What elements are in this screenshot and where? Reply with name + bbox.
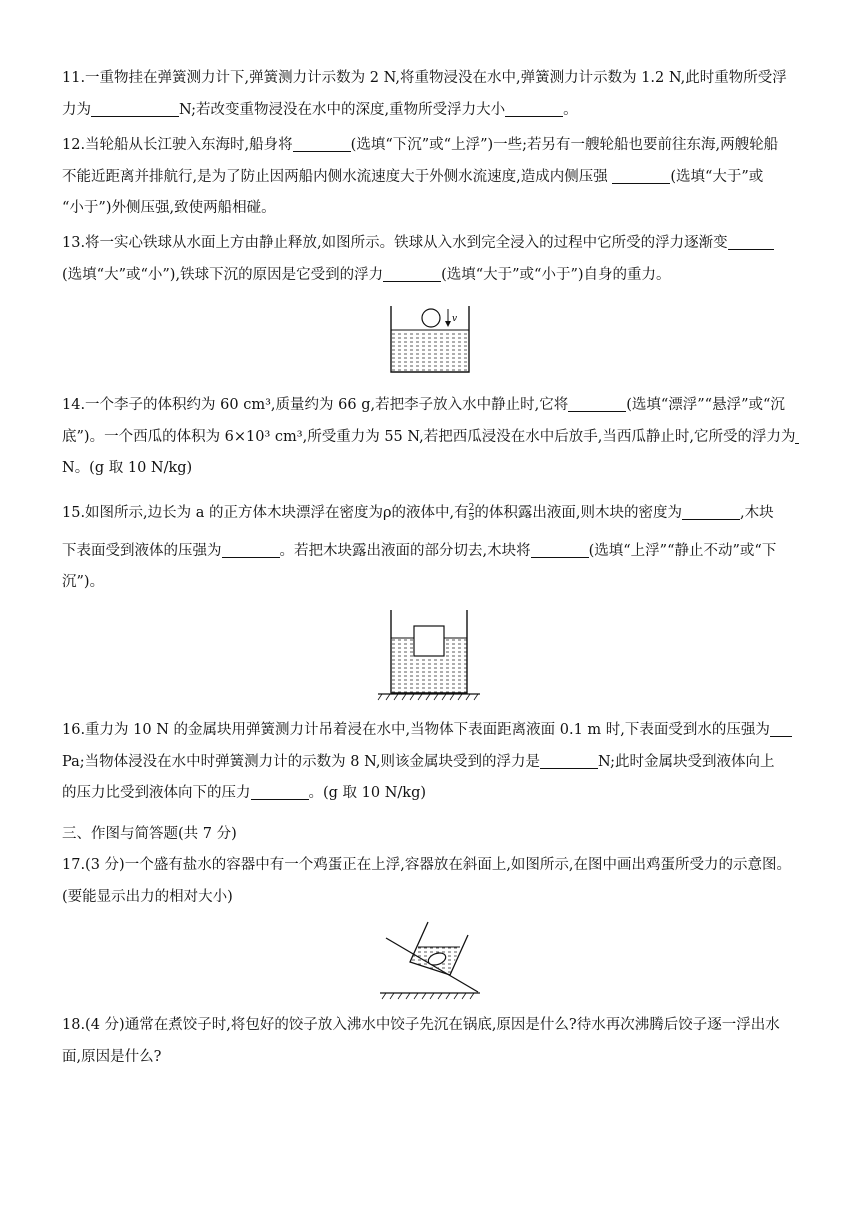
q14-line2: 底”)。一个西瓜的体积为 6×10³ cm³,所受重力为 55 N,若把西瓜浸没在水中后放手,当西瓜静止时,它所受的浮力为 bbox=[62, 422, 802, 454]
q13-line1: 13.将一实心铁球从水面上方由静止释放,如图所示。铁球从入水到完全浸入的过程中它所受的浮力逐渐变 bbox=[62, 228, 802, 260]
fraction: $\frac{2}{5}$ bbox=[468, 502, 475, 523]
answer-blank[interactable] bbox=[383, 265, 441, 281]
q12-line2: 不能近距离并排航行,是为了防止因两船内侧水流速度大于外侧水流速度,造成内侧压强 (选填“大于”或 bbox=[62, 168, 764, 185]
q11-line1: 11.一重物挂在弹簧测力计下,弹簧测力计示数为 2 N,将重物浸没在水中,弹簧测力计示数为 1.2 N,此时重物所受浮 bbox=[62, 70, 787, 86]
q16-line2: Pa;当物体浸没在水中时弹簧测力计的示数为 8 N,则该金属块受到的浮力是 N;此时金属块受到液体向上 bbox=[62, 753, 775, 770]
q15-line1: 15.如图所示,边长为 a 的正方体木块漂浮在密度为ρ的液体中,有 $\frac{2}{5}$ 的体积露出液面,则木块的密度为 ,木块 bbox=[62, 502, 774, 523]
answer-blank[interactable] bbox=[251, 784, 309, 800]
q14-line1: 14.一个李子的体积约为 60 cm³,质量约为 66 g,若把李子放入水中静止时,它将 (选填“漂浮”“悬浮”或“沉 bbox=[62, 397, 785, 413]
answer-blank[interactable] bbox=[770, 721, 792, 737]
q16-line3: 的压力比受到液体向下的压力 。(g 取 10 N/kg) bbox=[62, 785, 427, 801]
q13-line2: (选填“大”或“小”),铁球下沉的原因是它受到的浮力 (选填“大于”或“小于”)自身的重力。 bbox=[62, 266, 671, 283]
answer-blank[interactable] bbox=[540, 752, 598, 768]
floating-block-figure bbox=[374, 606, 484, 702]
wooden-block bbox=[414, 626, 444, 656]
iron-ball bbox=[422, 309, 440, 327]
q17-line1: 17.(3 分)一个盛有盐水的容器中有一个鸡蛋正在上浮,容器放在斜面上,如图所示,在图中画出鸡蛋所受力的示意图。 bbox=[62, 857, 792, 873]
q15-line2: 下表面受到液体的压强为 。若把木块露出液面的部分切去,木块将 (选填“上浮”“静止不动”或“下 bbox=[62, 542, 777, 559]
q18-line1: 18.(4 分)通常在煮饺子时,将包好的饺子放入沸水中饺子先沉在锅底,原因是什么?待水再次沸腾后饺子逐一浮出水 bbox=[62, 1017, 780, 1033]
q12-line1: 12.当轮船从长江驶入东海时,船身将 (选填“下沉”或“上浮”)一些;若另有一艘轮船也要前往东海,两艘轮船 bbox=[62, 137, 779, 153]
question-14 bbox=[62, 390, 802, 485]
ground-hatch bbox=[382, 993, 474, 999]
answer-blank[interactable] bbox=[531, 541, 589, 557]
question-11 bbox=[62, 63, 802, 126]
answer-blank[interactable] bbox=[505, 100, 563, 116]
answer-blank[interactable] bbox=[612, 167, 670, 183]
question-13 bbox=[62, 228, 802, 291]
answer-blank[interactable] bbox=[293, 136, 351, 152]
velocity-label: v bbox=[452, 314, 458, 324]
question-16 bbox=[62, 715, 802, 810]
answer-blank[interactable] bbox=[91, 100, 179, 116]
water-region bbox=[391, 330, 469, 372]
q18-line2: 面,原因是什么? bbox=[62, 1048, 162, 1065]
egg-on-slope-figure bbox=[376, 918, 488, 1000]
q11-line2: 力为 N;若改变重物浸没在水中的深度,重物所受浮力大小 。 bbox=[62, 101, 578, 118]
q12-line3: “小于”)外侧压强,致使两船相碰。 bbox=[62, 200, 276, 216]
q14-line3: N。(g 取 10 N/kg) bbox=[62, 460, 193, 476]
answer-blank[interactable] bbox=[222, 541, 280, 557]
answer-blank[interactable] bbox=[795, 427, 799, 443]
q15-line3: 沉”)。 bbox=[62, 574, 105, 590]
answer-blank[interactable] bbox=[682, 504, 740, 520]
question-15 bbox=[62, 498, 802, 599]
answer-blank[interactable] bbox=[568, 396, 626, 412]
question-18 bbox=[62, 1010, 802, 1073]
section-heading: 三、作图与简答题(共 7 分) bbox=[62, 826, 237, 842]
iron-ball-figure bbox=[386, 300, 476, 376]
q16-line1: 16.重力为 10 N 的金属块用弹簧测力计吊着浸在水中,当物体下表面距离液面 0.1 m 时,下表面受到水的压强为 bbox=[62, 715, 802, 747]
question-12 bbox=[62, 130, 802, 225]
answer-blank[interactable] bbox=[728, 234, 774, 250]
ground-hatch bbox=[378, 694, 478, 700]
question-17 bbox=[62, 850, 802, 913]
q17-line2: (要能显示出力的相对大小) bbox=[62, 888, 233, 905]
